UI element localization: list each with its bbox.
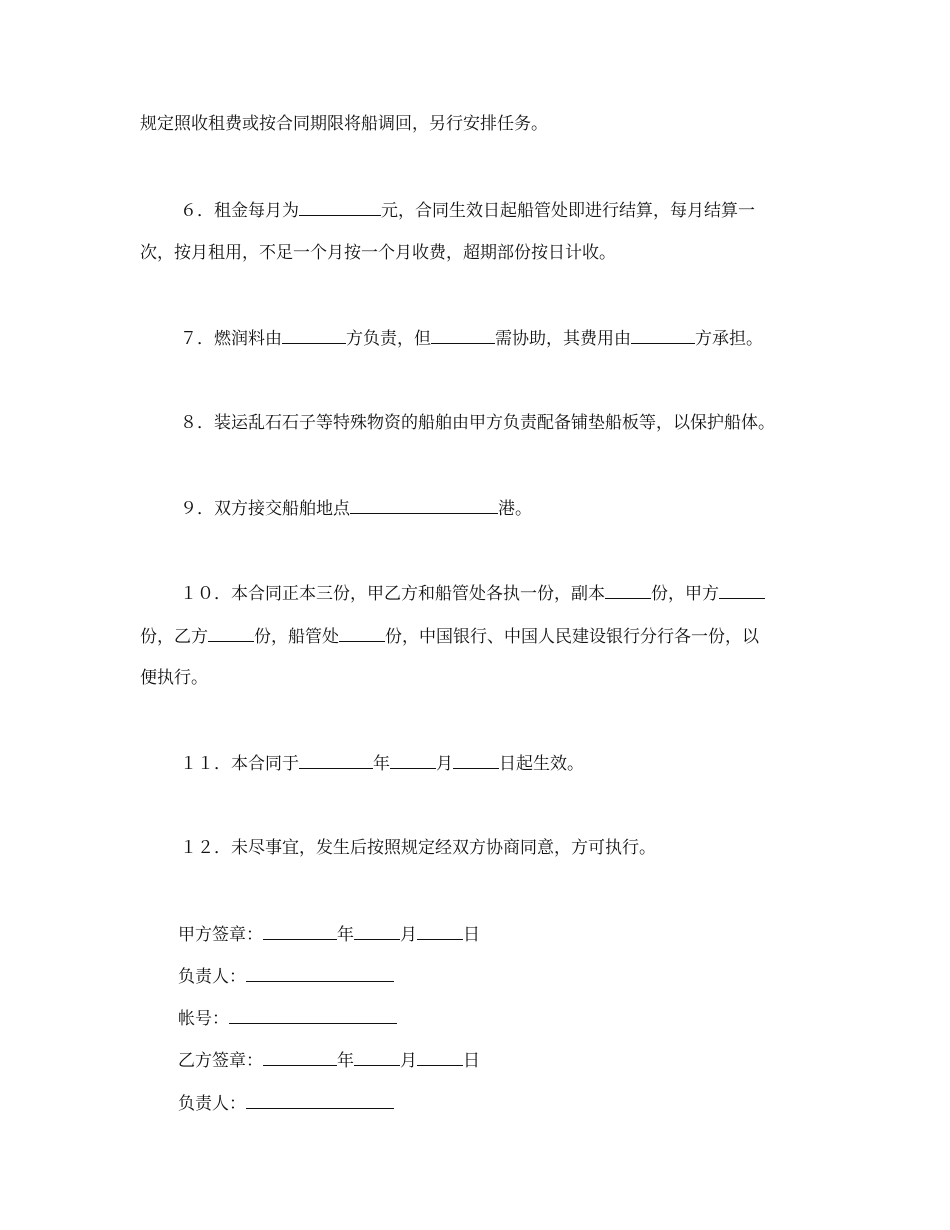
- party-a-month-blank[interactable]: [354, 922, 400, 940]
- party-b-signature-line: [178, 1048, 480, 1073]
- party-a-manager-label: 负责人：: [178, 967, 246, 987]
- party-a-year-blank[interactable]: [263, 922, 337, 940]
- clause-6-text-c: 次，按月租用，不足一个月按一个月收费，超期部份按日计收。: [140, 243, 616, 263]
- party-a-manager-blank[interactable]: [246, 964, 394, 982]
- clause-7-text-c: 需协助，其费用由: [495, 329, 631, 349]
- clause-8-text: ８．装运乱石石子等特殊物资的船舶由甲方负责配备铺垫船板等，以保护船体。: [180, 413, 775, 433]
- party-b-year-blank[interactable]: [263, 1048, 337, 1066]
- clause-10-text-e: 份，中国银行、中国人民建设银行分行各一份，以: [385, 627, 759, 647]
- clause-10-text-a: １０．本合同正本三份，甲乙方和船管处各执一份，副本: [180, 584, 605, 604]
- party-a-month-label: 月: [400, 925, 417, 945]
- clause-12-text: １２．未尽事宜，发生后按照规定经双方协商同意，方可执行。: [180, 838, 656, 858]
- copies-count-blank[interactable]: [605, 581, 651, 599]
- handover-location-blank[interactable]: [350, 496, 498, 514]
- clause-11-month-label: 月: [436, 754, 453, 774]
- clause-6-text-a: ６．租金每月为: [180, 201, 299, 221]
- fuel-responsible-blank[interactable]: [282, 326, 346, 344]
- party-b-month-label: 月: [400, 1051, 417, 1071]
- party-b-copies-blank[interactable]: [208, 624, 254, 642]
- clause-6-text-b: 元，合同生效日起船管处即进行结算，每月结算一: [381, 201, 755, 221]
- clause-7-text-a: ７．燃润料由: [180, 329, 282, 349]
- effective-day-blank[interactable]: [453, 751, 499, 769]
- party-a-signature-label: 甲方签章：: [178, 925, 263, 945]
- clause-12-line: [180, 836, 656, 860]
- clause-7-text-b: 方负责，但: [346, 329, 431, 349]
- party-b-year-label: 年: [337, 1051, 354, 1071]
- party-b-day-blank[interactable]: [417, 1048, 463, 1066]
- clause-6-line-1: [180, 198, 755, 223]
- continuation-line: [140, 112, 548, 136]
- clause-10-text-b: 份，甲方: [651, 584, 719, 604]
- party-a-day-label: 日: [463, 925, 480, 945]
- party-a-signature-line: [178, 922, 480, 947]
- clause-9-text-a: ９．双方接交船舶地点: [180, 499, 350, 519]
- clause-11-text-b: 日起生效。: [499, 754, 584, 774]
- party-a-year-label: 年: [337, 925, 354, 945]
- clause-10-text-d: 份，船管处: [254, 627, 339, 647]
- clause-11-text-a: １１．本合同于: [180, 754, 299, 774]
- effective-month-blank[interactable]: [390, 751, 436, 769]
- fuel-assist-blank[interactable]: [431, 326, 495, 344]
- effective-year-blank[interactable]: [299, 751, 373, 769]
- party-a-manager-line: [178, 964, 394, 989]
- account-line: [178, 1006, 397, 1031]
- rent-amount-blank[interactable]: [299, 198, 381, 216]
- party-b-month-blank[interactable]: [354, 1048, 400, 1066]
- clause-10-text-c: 份，乙方: [140, 627, 208, 647]
- party-b-manager-label: 负责人：: [178, 1094, 246, 1114]
- continuation-text: 规定照收租费或按合同期限将船调回，另行安排任务。: [140, 114, 548, 134]
- fuel-cost-blank[interactable]: [631, 326, 695, 344]
- clause-10-line-2: [140, 624, 759, 649]
- clause-7-text-d: 方承担。: [695, 329, 763, 349]
- account-blank[interactable]: [229, 1006, 397, 1024]
- clause-7-line: [180, 326, 763, 351]
- clause-10-text-f: 便执行。: [140, 668, 208, 688]
- account-label: 帐号：: [178, 1009, 229, 1029]
- clause-10-line-1: [180, 581, 765, 606]
- party-a-day-blank[interactable]: [417, 922, 463, 940]
- party-a-copies-blank[interactable]: [719, 581, 765, 599]
- clause-11-line: [180, 751, 584, 776]
- clause-9-line: [180, 496, 532, 521]
- clause-10-line-3: [140, 666, 208, 690]
- party-b-manager-line: [178, 1091, 394, 1116]
- clause-11-year-label: 年: [373, 754, 390, 774]
- clause-6-line-2: [140, 241, 616, 265]
- clause-9-text-b: 港。: [498, 499, 532, 519]
- office-copies-blank[interactable]: [339, 624, 385, 642]
- party-b-signature-label: 乙方签章：: [178, 1051, 263, 1071]
- party-b-manager-blank[interactable]: [246, 1091, 394, 1109]
- party-b-day-label: 日: [463, 1051, 480, 1071]
- clause-8-line: [180, 411, 775, 435]
